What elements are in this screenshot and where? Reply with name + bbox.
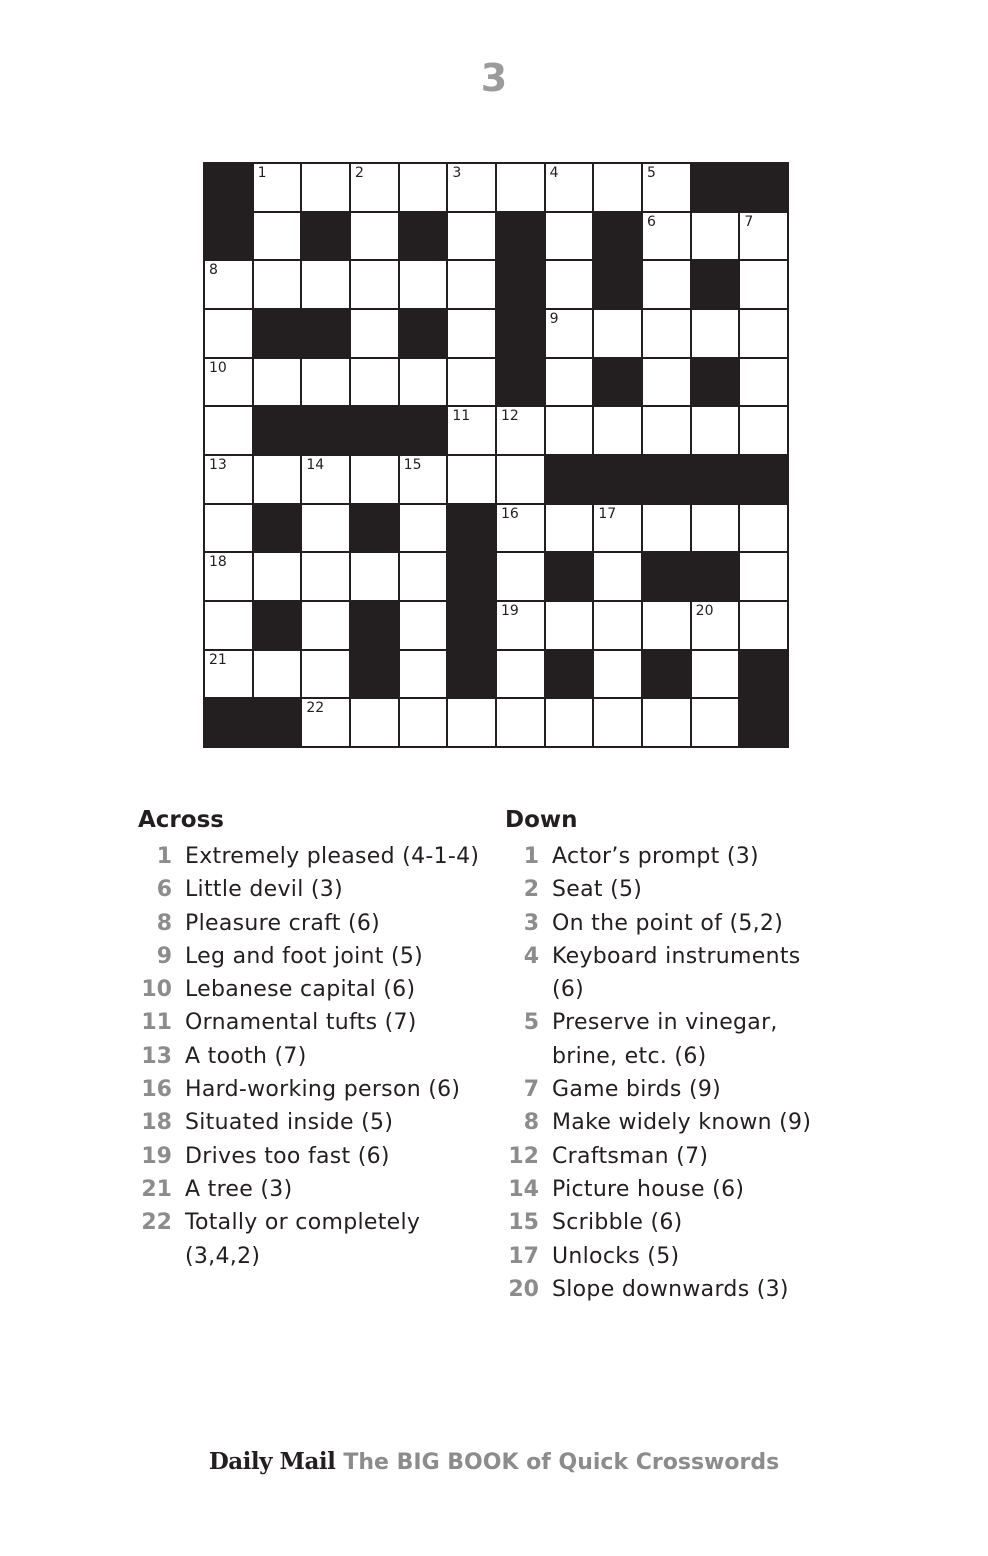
across-clue	[138, 1106, 488, 1139]
grid-block	[400, 310, 447, 357]
grid-cell[interactable]	[302, 261, 349, 308]
clue-number: 3	[523, 910, 539, 936]
grid-cell[interactable]	[205, 651, 252, 698]
down-clue	[505, 1273, 835, 1306]
grid-cell[interactable]	[740, 359, 787, 406]
grid-block	[400, 213, 447, 260]
clue-text: Lebanese capital (6)	[185, 977, 416, 1003]
grid-block	[448, 553, 495, 600]
cell-number: 8	[209, 262, 218, 279]
grid-cell[interactable]	[205, 310, 252, 357]
grid-cell[interactable]	[302, 553, 349, 600]
grid-block	[594, 261, 641, 308]
grid-cell[interactable]	[497, 505, 544, 552]
grid-block	[692, 553, 739, 600]
clue-number: 2	[523, 877, 539, 903]
grid-cell[interactable]	[692, 602, 739, 649]
grid-cell[interactable]	[546, 699, 593, 746]
clue-number: 16	[141, 1077, 172, 1103]
grid-cell[interactable]	[254, 164, 301, 211]
down-clue	[505, 1240, 835, 1273]
cell-number: 13	[209, 457, 227, 473]
grid-cell[interactable]	[302, 505, 349, 552]
grid-block	[740, 456, 787, 503]
grid-cell[interactable]	[497, 602, 544, 649]
grid-block	[594, 359, 641, 406]
clue-number: 8	[156, 910, 172, 936]
grid-block	[497, 359, 544, 406]
clue-text: A tooth (7)	[185, 1043, 307, 1069]
grid-cell[interactable]	[351, 213, 398, 260]
cell-number: 16	[501, 505, 519, 522]
cell-number: 1	[257, 165, 267, 181]
across-clue	[138, 1173, 488, 1206]
clue-number: 6	[156, 877, 172, 903]
clue-text: Picture house (6)	[552, 1176, 745, 1202]
grid-cell[interactable]	[302, 602, 349, 649]
across-clue	[138, 907, 488, 940]
grid-cell[interactable]	[692, 213, 739, 260]
cell-number: 6	[647, 213, 656, 230]
grid-cell[interactable]	[351, 553, 398, 600]
grid-block	[205, 699, 252, 746]
clue-text: Ornamental tufts (7)	[185, 1010, 417, 1036]
grid-block	[497, 213, 544, 260]
grid-cell[interactable]	[254, 261, 301, 308]
grid-cell[interactable]	[497, 553, 544, 600]
grid-cell[interactable]	[302, 164, 349, 211]
grid-cell[interactable]	[302, 359, 349, 406]
grid-block	[546, 651, 593, 698]
grid-cell[interactable]	[546, 359, 593, 406]
grid-block	[497, 310, 544, 357]
grid-cell[interactable]	[205, 359, 252, 406]
puzzle-number: 3	[480, 56, 508, 100]
grid-cell[interactable]	[400, 651, 447, 698]
grid-cell[interactable]	[351, 456, 398, 503]
grid-block	[351, 505, 398, 552]
grid-cell[interactable]	[643, 359, 690, 406]
grid-cell[interactable]	[546, 602, 593, 649]
cell-number: 18	[209, 554, 227, 571]
crossword-grid	[203, 162, 789, 748]
cell-number: 12	[501, 408, 519, 425]
cell-number: 9	[549, 311, 559, 327]
clue-number: 13	[141, 1043, 172, 1069]
grid-cell[interactable]	[643, 310, 690, 357]
grid-block	[692, 164, 739, 211]
grid-block	[740, 164, 787, 211]
grid-cell[interactable]	[302, 651, 349, 698]
clue-text: Hard-working person (6)	[185, 1077, 461, 1103]
grid-cell[interactable]	[400, 602, 447, 649]
grid-block	[448, 651, 495, 698]
across-clue	[138, 1006, 488, 1039]
across-clue	[138, 1040, 488, 1073]
down-clue	[505, 1106, 835, 1139]
cell-number: 20	[695, 603, 714, 619]
clue-text: Preserve in vinegar, brine, etc. (6)	[552, 1010, 778, 1069]
grid-block	[302, 213, 349, 260]
down-clue	[505, 907, 835, 940]
grid-cell[interactable]	[546, 261, 593, 308]
grid-cell[interactable]	[448, 261, 495, 308]
across-clue	[138, 973, 488, 1006]
clue-text: A tree (3)	[185, 1176, 293, 1202]
clue-number: 17	[508, 1243, 539, 1269]
grid-block	[351, 407, 398, 454]
grid-block	[546, 456, 593, 503]
grid-cell[interactable]	[254, 213, 301, 260]
grid-block	[254, 505, 301, 552]
grid-block	[643, 651, 690, 698]
down-clue	[505, 1140, 835, 1173]
grid-cell[interactable]	[254, 456, 301, 503]
grid-cell[interactable]	[740, 505, 787, 552]
grid-cell[interactable]	[740, 407, 787, 454]
grid-block	[594, 456, 641, 503]
grid-cell[interactable]	[400, 553, 447, 600]
clue-number: 5	[523, 1010, 539, 1036]
clue-text: Slope downwards (3)	[552, 1276, 789, 1302]
cell-number: 22	[306, 700, 325, 717]
cell-number: 19	[501, 603, 519, 619]
clue-number: 15	[508, 1210, 539, 1236]
grid-cell[interactable]	[594, 699, 641, 746]
grid-cell[interactable]	[302, 699, 349, 746]
grid-cell[interactable]	[497, 651, 544, 698]
down-clue	[505, 1006, 835, 1073]
daily-mail-logo: Daily Mail	[208, 1448, 336, 1475]
grid-cell[interactable]	[351, 261, 398, 308]
down-clue-list	[505, 840, 835, 1306]
grid-cell[interactable]	[448, 359, 495, 406]
down-clue	[505, 840, 835, 873]
grid-cell[interactable]	[594, 553, 641, 600]
grid-cell[interactable]	[692, 505, 739, 552]
grid-cell[interactable]	[254, 359, 301, 406]
across-clues	[138, 804, 488, 1273]
grid-cell[interactable]	[205, 505, 252, 552]
clue-number: 22	[141, 1210, 172, 1236]
down-clue	[505, 940, 835, 1007]
clue-number: 20	[508, 1276, 539, 1302]
clue-number: 14	[508, 1176, 539, 1202]
grid-cell[interactable]	[448, 164, 495, 211]
clue-number: 12	[508, 1143, 539, 1169]
grid-block	[302, 310, 349, 357]
clue-number: 19	[141, 1143, 172, 1169]
grid-block	[692, 456, 739, 503]
clue-number: 7	[523, 1077, 539, 1103]
clue-number: 11	[141, 1010, 172, 1036]
grid-block	[643, 456, 690, 503]
grid-cell[interactable]	[692, 407, 739, 454]
cell-number: 7	[744, 213, 754, 230]
grid-cell[interactable]	[594, 651, 641, 698]
grid-block	[692, 359, 739, 406]
down-clue	[505, 1206, 835, 1239]
grid-cell[interactable]	[302, 456, 349, 503]
grid-cell[interactable]	[351, 699, 398, 746]
down-clue	[505, 1073, 835, 1106]
footer	[0, 1448, 988, 1475]
clue-number: 10	[141, 977, 172, 1003]
grid-cell[interactable]	[546, 310, 593, 357]
across-clue	[138, 940, 488, 973]
clue-text: On the point of (5,2)	[552, 910, 784, 936]
grid-cell[interactable]	[400, 261, 447, 308]
clue-text: Unlocks (5)	[552, 1243, 680, 1269]
grid-cell[interactable]	[643, 407, 690, 454]
grid-block	[740, 651, 787, 698]
grid-cell[interactable]	[400, 699, 447, 746]
grid-block	[205, 213, 252, 260]
grid-cell[interactable]	[643, 164, 690, 211]
grid-block	[254, 699, 301, 746]
across-clue	[138, 1073, 488, 1106]
grid-cell[interactable]	[546, 407, 593, 454]
grid-cell[interactable]	[351, 310, 398, 357]
cell-number: 14	[306, 457, 325, 473]
grid-block	[448, 602, 495, 649]
down-heading: Down	[505, 807, 578, 833]
cell-number: 4	[549, 165, 559, 181]
grid-block	[400, 407, 447, 454]
grid-block	[448, 505, 495, 552]
cell-number: 2	[355, 165, 364, 181]
grid-block	[302, 407, 349, 454]
grid-cell[interactable]	[497, 407, 544, 454]
grid-cell[interactable]	[594, 505, 641, 552]
cell-number: 11	[452, 408, 471, 425]
grid-block	[497, 261, 544, 308]
grid-cell[interactable]	[740, 213, 787, 260]
clue-text: Keyboard instruments (6)	[552, 943, 801, 1003]
grid-block	[254, 310, 301, 357]
grid-cell[interactable]	[643, 699, 690, 746]
down-clue	[505, 873, 835, 906]
grid-block	[351, 651, 398, 698]
grid-cell[interactable]	[643, 602, 690, 649]
grid-cell[interactable]	[448, 456, 495, 503]
grid-cell[interactable]	[205, 553, 252, 600]
cell-number: 10	[209, 359, 227, 376]
grid-cell[interactable]	[497, 699, 544, 746]
grid-cell[interactable]	[205, 407, 252, 454]
grid-block	[740, 699, 787, 746]
grid-cell[interactable]	[205, 602, 252, 649]
cell-number: 17	[598, 505, 617, 522]
down-clues	[505, 804, 835, 1306]
clue-text: Pleasure craft (6)	[185, 910, 381, 936]
grid-cell[interactable]	[594, 310, 641, 357]
grid-cell[interactable]	[497, 164, 544, 211]
grid-cell[interactable]	[448, 310, 495, 357]
grid-block	[254, 407, 301, 454]
clue-text: Situated inside (5)	[185, 1110, 394, 1136]
grid-block	[254, 602, 301, 649]
book-title: The BIG BOOK of Quick Crosswords	[343, 1450, 780, 1475]
grid-cell[interactable]	[448, 407, 495, 454]
clue-text: Totally or completely (3,4,2)	[185, 1210, 421, 1269]
grid-cell[interactable]	[692, 699, 739, 746]
clue-number: 1	[523, 844, 539, 869]
grid-cell[interactable]	[546, 164, 593, 211]
clue-text: Extremely pleased (4-1-4)	[185, 844, 480, 869]
grid-cell[interactable]	[692, 310, 739, 357]
grid-cell[interactable]	[594, 602, 641, 649]
clue-text: Make widely known (9)	[552, 1110, 812, 1136]
across-clue	[138, 873, 488, 906]
clue-text: Leg and foot joint (5)	[185, 943, 424, 969]
grid-cell[interactable]	[692, 651, 739, 698]
clue-number: 9	[156, 943, 172, 969]
grid-cell[interactable]	[497, 456, 544, 503]
cell-number: 3	[452, 165, 462, 181]
grid-cell[interactable]	[351, 164, 398, 211]
grid-cell[interactable]	[643, 213, 690, 260]
grid-cell[interactable]	[740, 261, 787, 308]
grid-cell[interactable]	[546, 505, 593, 552]
grid-cell[interactable]	[400, 456, 447, 503]
grid-block	[351, 602, 398, 649]
clue-number: 4	[523, 943, 539, 969]
clue-text: Scribble (6)	[552, 1210, 683, 1236]
clue-text: Game birds (9)	[552, 1077, 722, 1103]
across-clue-list	[138, 840, 488, 1273]
grid-cell[interactable]	[643, 261, 690, 308]
cell-number: 5	[647, 165, 656, 181]
clue-number: 21	[141, 1176, 172, 1202]
grid-cell[interactable]	[594, 407, 641, 454]
grid-cell[interactable]	[400, 359, 447, 406]
clue-text: Actor’s prompt (3)	[552, 844, 759, 869]
grid-cell[interactable]	[400, 164, 447, 211]
grid-cell[interactable]	[546, 213, 593, 260]
cell-number: 15	[403, 457, 422, 473]
grid-block	[546, 553, 593, 600]
across-clue	[138, 840, 488, 873]
grid-cell[interactable]	[205, 456, 252, 503]
grid-cell[interactable]	[740, 553, 787, 600]
grid-cell[interactable]	[205, 261, 252, 308]
grid-block	[205, 164, 252, 211]
clue-text: Little devil (3)	[185, 877, 343, 903]
down-clue	[505, 1173, 835, 1206]
across-heading: Across	[138, 807, 224, 833]
grid-block	[594, 213, 641, 260]
clue-number: 18	[141, 1110, 172, 1136]
across-clue	[138, 1206, 488, 1273]
grid-block	[692, 261, 739, 308]
grid-cell[interactable]	[740, 602, 787, 649]
across-clue	[138, 1140, 488, 1173]
clue-number: 8	[523, 1110, 539, 1136]
grid-cell[interactable]	[254, 651, 301, 698]
grid-cell[interactable]	[594, 164, 641, 211]
clue-number: 1	[156, 844, 172, 869]
grid-cell[interactable]	[643, 505, 690, 552]
grid-cell[interactable]	[740, 310, 787, 357]
grid-cell[interactable]	[400, 505, 447, 552]
clue-text: Drives too fast (6)	[185, 1143, 390, 1169]
grid-cell[interactable]	[448, 699, 495, 746]
grid-cell[interactable]	[351, 359, 398, 406]
clue-text: Craftsman (7)	[552, 1143, 709, 1169]
cell-number: 21	[209, 651, 227, 668]
grid-cell[interactable]	[448, 213, 495, 260]
clue-text: Seat (5)	[552, 877, 643, 903]
grid-block	[643, 553, 690, 600]
grid-cell[interactable]	[254, 553, 301, 600]
